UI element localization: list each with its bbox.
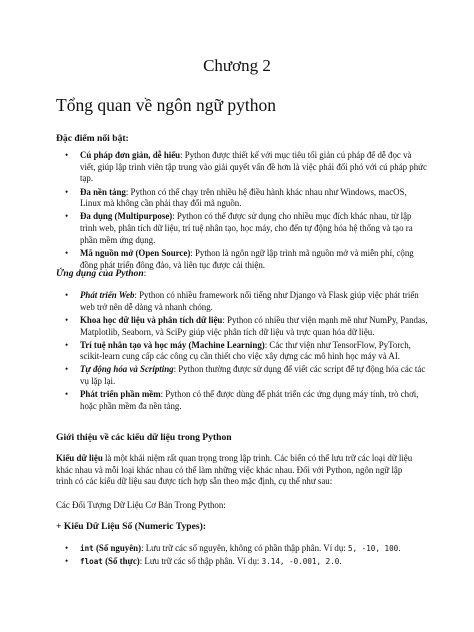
datatypes-intro: [56, 453, 420, 488]
features-list: [56, 150, 428, 273]
item-text: : Python được thiết kế với mục tiêu tối giản cú pháp để dễ đọc và viết, giúp lập trình viên tập trung vào giải quyết vấn đề hơn là việc phải đối phó với cú pháp phức tạp.: [80, 150, 427, 184]
list-item: [56, 315, 428, 338]
numeric-types-heading: + Kiểu Dữ Liệu Số (Numeric Types):: [56, 521, 206, 532]
item-term: Cú pháp đơn giản, dễ hiểu: [80, 150, 181, 160]
example-values: 5, -10, 100: [347, 544, 399, 553]
item-term: Khoa học dữ liệu và phân tích dữ liệu: [80, 314, 223, 325]
item-text: : Lưu trữ các số thập phân. Ví dụ:: [139, 556, 262, 567]
item-text: : Python có thể chạy trên nhiều hệ điều hành khác nhau như Windows, macOS, Linux mà không cần phải thay đổi mã nguồn.: [80, 186, 407, 209]
intro-term: Kiểu dữ liệu: [56, 453, 103, 463]
chapter-heading: Chương 2: [203, 56, 271, 75]
example-values: 3.14, -0.001, 2.0: [261, 557, 340, 567]
item-term: Đa nền tảng: [80, 186, 126, 197]
list-item: [56, 364, 428, 387]
list-item: [56, 389, 428, 412]
list-item: [56, 290, 428, 313]
applications-list: [56, 290, 428, 414]
item-text: : Python có nhiều framework nổi tiếng như Django và Flask giúp việc phát triển web trở nên dễ dàng và nhanh chóng.: [80, 290, 419, 312]
list-item: [56, 211, 428, 246]
item-text: : Các thư viện như TensorFlow, PyTorch, scikit-learn cung cấp các công cụ cần thiết cho việc xây dựng các mô hình học máy và AI.: [80, 339, 411, 362]
item-text: : Python có thể được sử dụng cho nhiều mục đích khác nhau, từ lập trình web, phân tích dữ liệu, trí tuệ nhân tạo, học máy, cho đến tự động hóa hệ thống và tạo ra phần mềm ứng dụng.: [80, 211, 413, 245]
features-heading: Đặc điểm nổi bật:: [56, 133, 129, 144]
applications-heading: Ứng dụng của Python:: [56, 268, 147, 279]
numeric-types-list: [56, 543, 428, 569]
item-text: : Python thường được sử dụng để viết các script để tự động hóa các tác vụ lặp lại.: [80, 364, 426, 387]
list-item: • int (Số nguyên): Lưu trữ các số nguyên, không có phần thập phân. Ví dụ: 5, -10, 100.: [56, 543, 428, 555]
page-title: Tổng quan về ngôn ngữ python: [56, 95, 276, 115]
item-text: : Python có nhiều thư viện mạnh mẽ như NumPy, Pandas, Matplotlib, Seaborn, và SciPy giúp việc phân tích dữ liệu và trực quan hóa dữ liệu.: [80, 314, 428, 337]
item-term: Phát triển phần mềm: [80, 389, 161, 400]
list-item: [56, 187, 428, 210]
type-code: int: [80, 544, 94, 553]
item-term: Trí tuệ nhân tạo và học máy (Machine Learning): [80, 339, 265, 350]
item-term: Mã nguồn mở (Open Source): [80, 247, 191, 258]
item-text: : Lưu trữ các số nguyên, không có phần thập phân. Ví dụ:: [141, 543, 348, 553]
item-text: : Python có thể được dùng để phát triển các ứng dụng máy tính, trò chơi, hoặc phần mềm đa nền tảng.: [80, 389, 419, 411]
item-text: : Python là ngôn ngữ lập trình mã nguồn mở và miễn phí, cộng đồng phát triển đông đảo, và liên tục được cải thiện.: [80, 247, 414, 270]
datatypes-heading: Giới thiệu về các kiểu dữ liệu trong Python: [56, 432, 232, 443]
type-code: float: [80, 557, 103, 567]
item-term: (Số nguyên): [93, 543, 142, 553]
list-item: [56, 150, 428, 185]
basic-types-line: Các Đối Tượng Dữ Liệu Cơ Bản Trong Python:: [56, 500, 226, 510]
item-term: Đa dụng (Multipurpose): [80, 211, 173, 222]
list-item: • float (Số thực): Lưu trữ các số thập phân. Ví dụ: 3.14, -0.001, 2.0.: [56, 556, 428, 568]
item-term: Phát triển Web: [80, 290, 135, 300]
intro-text: là một khái niệm rất quan trọng trong lập trình. Các biến có thể lưu trữ các loại dữ liệu khác nhau và mỗi loại khác nhau có thể làm những việc khác nhau. Đối với Python, ngôn ngữ lập trình có các kiểu dữ liệu sau được tích hợp sẵn theo mặc định, cụ thể như sau:: [56, 453, 413, 487]
item-term: Tự động hóa và Scripting: [80, 364, 174, 375]
list-item: [56, 340, 428, 363]
item-term: (Số thực): [102, 556, 140, 567]
